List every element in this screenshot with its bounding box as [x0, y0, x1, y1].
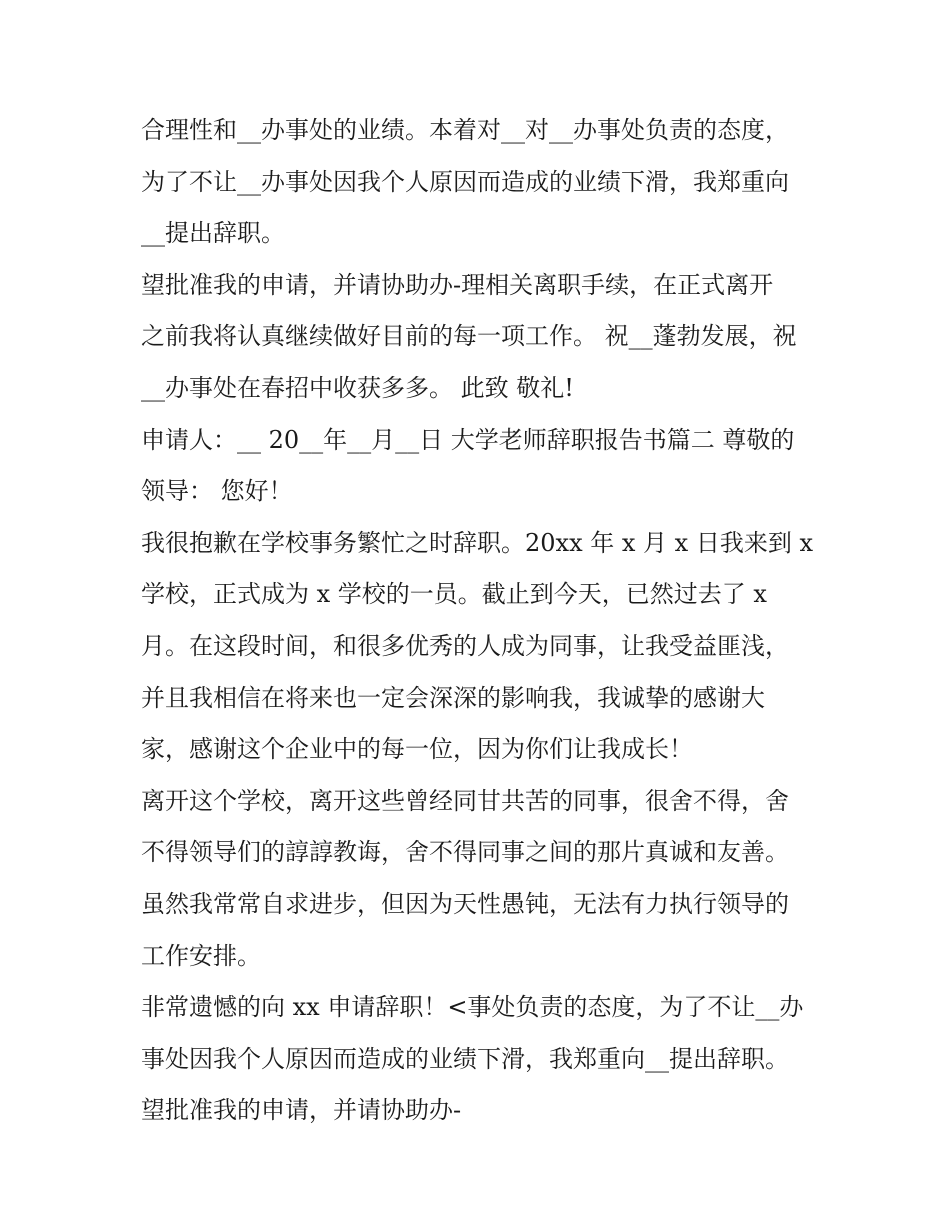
text-line: 事处因我个人原因而造成的业绩下滑，我郑重向__提出辞职。 [141, 1044, 789, 1073]
text-line: __提出辞职。 [141, 219, 285, 248]
text-line: 望批准我的申请，并请协助办-理相关离职手续，在正式离开 [141, 270, 774, 299]
text-line: 并且我相信在将来也一定会深深的影响我，我诚挚的感谢大 [141, 683, 765, 712]
text-line: 非常遗憾的向 xx 申请辞职！<事处负责的态度，为了不让__办 [141, 993, 804, 1022]
text-line: 为了不让__办事处因我个人原因而造成的业绩下滑，我郑重向 [141, 167, 789, 196]
text-line: 家，感谢这个企业中的每一位，因为你们让我成长！ [141, 735, 693, 764]
text-line: 月。在这段时间，和很多优秀的人成为同事，让我受益匪浅， [141, 631, 789, 660]
text-line: 工作安排。 [141, 941, 261, 970]
text-line: 我很抱歉在学校事务繁忙之时辞职。20xx 年 x 月 x 日我来到 x [141, 528, 813, 557]
text-line: 领导： 您好！ [141, 477, 293, 506]
text-line: 之前我将认真继续做好目前的每一项工作。 祝__蓬勃发展，祝 [141, 322, 797, 351]
text-line: __办事处在春招中收获多多。 此致 敬礼! [141, 373, 574, 402]
text-line: 合理性和__办事处的业绩。本着对__对__办事处负责的态度， [141, 116, 789, 144]
text-line: 学校，正式成为 x 学校的一员。截止到今天，已然过去了 x [141, 580, 767, 609]
document-body [141, 105, 821, 1137]
text-line: 虽然我常常自求进步，但因为天性愚钝，无法有力执行领导的 [141, 889, 789, 918]
text-line: 不得领导们的諄諄教诲，舍不得同事之间的那片真诚和友善。 [141, 838, 789, 867]
text-line: 望批准我的申请，并请协助办- [141, 1096, 462, 1125]
text-line: 申请人：__ 20__年__月__日 大学老师辞职报告书篇二 尊敬的 [141, 425, 795, 454]
text-line: 离开这个学校，离开这些曾经同甘共苦的同事，很舍不得，舍 [141, 786, 789, 815]
